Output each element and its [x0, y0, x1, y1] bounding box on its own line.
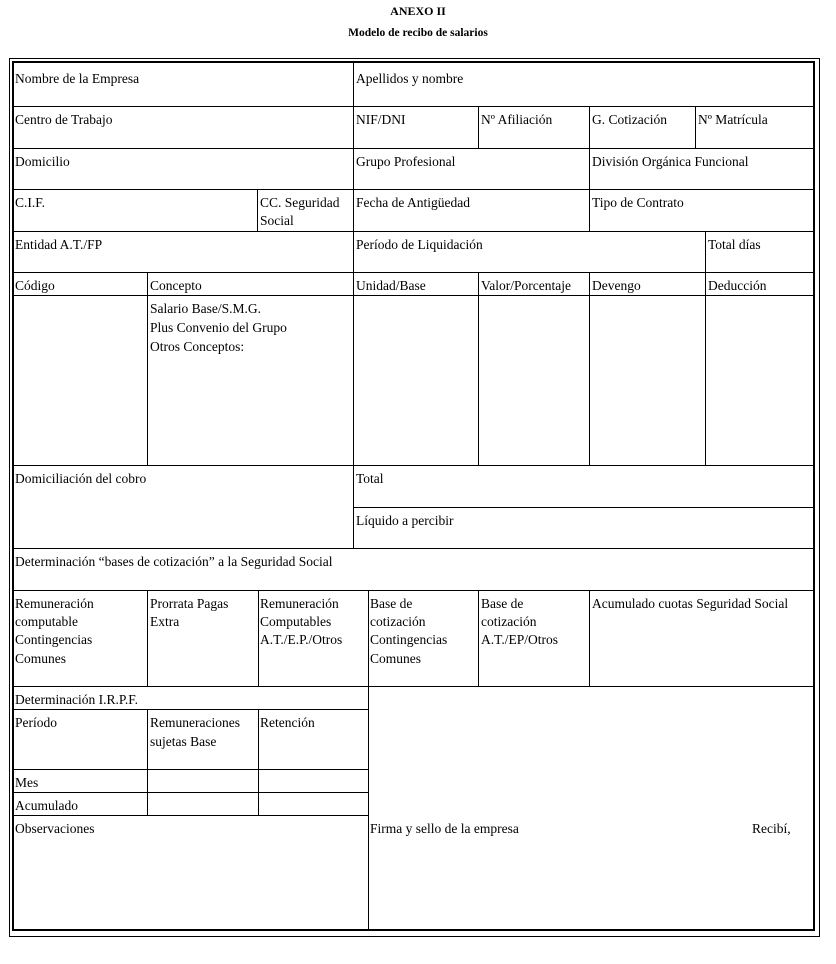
total-label: Total [356, 471, 384, 486]
col-header-concepto: Concepto [150, 278, 202, 293]
irpf-periodo-label: Período [15, 715, 57, 730]
inner-border [12, 61, 815, 931]
afiliacion-label: Nº Afiliación [481, 112, 553, 127]
base-comunes-label: Comunes [370, 651, 422, 666]
grid-line [353, 507, 813, 508]
irpf-retencion-label: Retención [260, 715, 315, 730]
periodo-liquidacion-label: Período de Liquidación [356, 237, 483, 252]
apellidos-label: Apellidos y nombre [356, 71, 464, 86]
grid-line [478, 106, 479, 148]
cotizacion-label: G. Cotización [592, 112, 667, 127]
grid-line [12, 231, 813, 232]
base-at-label: cotización [481, 614, 537, 629]
entidad-label: Entidad A.T./FP [15, 237, 103, 252]
rem-computable-label: Comunes [15, 651, 67, 666]
prorrata-label: Extra [150, 614, 180, 629]
grid-line [12, 792, 369, 793]
col-header-deduccion: Deducción [708, 278, 767, 293]
rem-at-label: Computables [260, 614, 332, 629]
grid-line [12, 148, 813, 149]
document-subtitle: Modelo de recibo de salarios [348, 27, 488, 39]
grid-line [589, 106, 590, 148]
acumulado-cuotas-label: Acumulado cuotas Seguridad Social [592, 596, 789, 611]
prorrata-label: Prorrata Pagas [150, 596, 229, 611]
rem-computable-label: Contingencias [15, 632, 93, 647]
col-header-codigo: Código [15, 278, 55, 293]
grid-line [589, 590, 590, 686]
base-comunes-label: Contingencias [370, 632, 448, 647]
irpf-remuneraciones-label: Remuneraciones [150, 715, 240, 730]
concept-item: Otros Conceptos: [150, 339, 245, 354]
col-header-unidad: Unidad/Base [356, 278, 426, 293]
grid-line [258, 709, 259, 815]
grid-line [147, 709, 148, 815]
nif-label: NIF/DNI [356, 112, 406, 127]
document-title: ANEXO II [390, 4, 446, 18]
liquido-label: Líquido a percibir [356, 513, 454, 528]
grid-line [478, 272, 479, 465]
irpf-remuneraciones-label: sujetas Base [150, 734, 217, 749]
irpf-acumulado-label: Acumulado [15, 798, 78, 813]
base-at-label: Base de [481, 596, 524, 611]
grid-line [12, 189, 813, 190]
grid-line [12, 686, 813, 687]
grid-line [12, 272, 813, 273]
grid-line [147, 590, 148, 686]
grid-line [478, 590, 479, 686]
grid-line [257, 189, 258, 231]
grid-line [353, 63, 354, 548]
col-header-valor: Valor/Porcentaje [481, 278, 571, 293]
domicilio-label: Domicilio [15, 154, 70, 169]
tipo-contrato-label: Tipo de Contrato [592, 195, 684, 210]
observaciones-label: Observaciones [15, 821, 95, 836]
grid-line [368, 590, 369, 931]
base-comunes-label: Base de [370, 596, 413, 611]
cc-seguridad-label-2: Social [260, 213, 294, 228]
cc-seguridad-label-1: CC. Seguridad [260, 195, 340, 210]
centro-label: Centro de Trabajo [15, 112, 113, 127]
antiguedad-label: Fecha de Antigüedad [356, 195, 470, 210]
grid-line [589, 148, 590, 231]
base-at-label: A.T./EP/Otros [481, 632, 558, 647]
rem-computable-label: computable [15, 614, 78, 629]
total-dias-label: Total días [708, 237, 761, 252]
grid-line [12, 769, 369, 770]
grid-line [695, 106, 696, 148]
domiciliacion-label: Domiciliación del cobro [15, 471, 147, 486]
grid-line [258, 590, 259, 686]
grid-line [12, 106, 813, 107]
grupo-label: Grupo Profesional [356, 154, 456, 169]
cif-label: C.I.F. [15, 195, 46, 210]
rem-at-label: Remuneración [260, 596, 339, 611]
rem-computable-label: Remuneración [15, 596, 94, 611]
empresa-label: Nombre de la Empresa [15, 71, 140, 86]
grid-line [12, 465, 813, 466]
irpf-mes-label: Mes [15, 775, 39, 790]
concept-item: Plus Convenio del Grupo [150, 320, 287, 335]
bases-title: Determinación “bases de cotización” a la Seguridad Social [15, 554, 333, 569]
recibi-label: Recibí, [752, 821, 791, 836]
grid-line [589, 272, 590, 465]
concept-item: Salario Base/S.M.G. [150, 301, 261, 316]
matricula-label: Nº Matrícula [698, 112, 768, 127]
grid-line [705, 272, 706, 465]
base-comunes-label: cotización [370, 614, 426, 629]
grid-line [147, 272, 148, 465]
grid-line [705, 231, 706, 272]
grid-line [12, 590, 813, 591]
rem-at-label: A.T./E.P./Otros [260, 632, 343, 647]
col-header-devengo: Devengo [592, 278, 641, 293]
firma-label: Firma y sello de la empresa [370, 821, 519, 836]
grid-line [12, 548, 813, 549]
irpf-title: Determinación I.R.P.F. [15, 692, 139, 707]
division-label: División Orgánica Funcional [592, 154, 749, 169]
